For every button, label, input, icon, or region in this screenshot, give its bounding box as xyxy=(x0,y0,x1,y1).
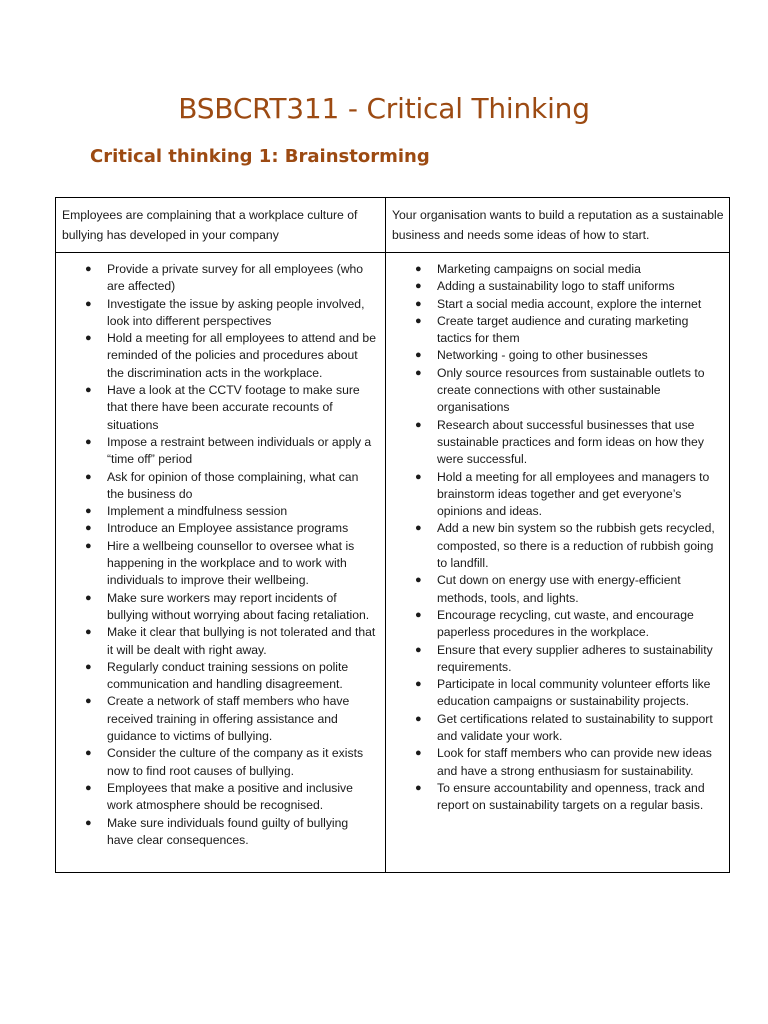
list-item xyxy=(415,676,725,711)
bullet-icon: ● xyxy=(415,263,422,275)
list-item xyxy=(85,538,377,590)
list-item xyxy=(85,780,377,815)
list-item xyxy=(85,261,377,296)
list-item xyxy=(85,659,377,694)
list-item xyxy=(415,607,725,642)
bullet-icon: ● xyxy=(85,470,92,483)
left-column-header: Employees are complaining that a workplace culture of bullying has developed in your company xyxy=(62,208,358,242)
list-item-text: Investigate the issue by asking people involved, look into different perspectives xyxy=(107,296,365,328)
list-item-text: Consider the culture of the company as it exists now to find root causes of bullying. xyxy=(107,746,364,778)
list-item xyxy=(415,261,725,278)
list-item xyxy=(85,590,377,625)
list-item xyxy=(85,469,377,504)
list-item-text: Encourage recycling, cut waste, and encourage paperless procedures in the workplace. xyxy=(437,607,694,640)
bullet-icon: ● xyxy=(415,678,422,691)
list-item-text: Make it clear that bullying is not tolerated and that it will be dealt with right away. xyxy=(107,625,376,657)
list-item xyxy=(415,417,725,469)
list-item-text: Add a new bin system so the rubbish gets recycled, composted, so there is a reduction of rubbish going to landfill. xyxy=(437,521,715,571)
list-item-text: Have a look at the CCTV footage to make sure that there have been accurate recounts of situations xyxy=(107,383,360,432)
list-item-text: Only source resources from sustainable outlets to create connections with other sustainable organisations xyxy=(437,365,705,415)
list-item-text: Employees that make a positive and inclusive work atmosphere should be recognised. xyxy=(107,780,353,813)
list-item-text: Hold a meeting for all employees and managers to brainstorm ideas together and get everyone’s opinions and ideas. xyxy=(437,469,710,519)
bullet-icon: ● xyxy=(415,781,422,794)
list-item-text: To ensure accountability and openness, track and report on sustainability targets on a regular basis. xyxy=(437,780,705,813)
bullying-ideas-list xyxy=(85,261,377,849)
bullet-icon: ● xyxy=(415,574,422,587)
bullet-icon: ● xyxy=(85,695,92,708)
list-item-text: Ask for opinion of those complaining, what can the business do xyxy=(107,469,359,501)
list-item-text: Create a network of staff members who have received training in offering assistance and guidance to victims of bullying. xyxy=(107,694,350,744)
list-item xyxy=(415,572,725,607)
bullet-icon: ● xyxy=(85,539,92,552)
bullet-icon: ● xyxy=(415,712,422,725)
list-item-text: Participate in local community volunteer efforts like education campaigns or sustainability projects. xyxy=(437,677,711,709)
list-item-text: Adding a sustainability logo to staff uniforms xyxy=(437,279,675,294)
bullet-icon: ● xyxy=(85,263,92,275)
bullet-icon: ● xyxy=(85,332,92,345)
column-divider xyxy=(385,198,386,872)
list-item-text: Provide a private survey for all employees (who are affected) xyxy=(107,262,364,294)
list-item-text: Get certifications related to sustainability to support and validate your work. xyxy=(437,711,713,744)
bullet-icon: ● xyxy=(415,366,422,379)
right-column-header: Your organisation wants to build a reputation as a sustainable business and needs some ideas of how to start. xyxy=(392,208,724,242)
list-item-text: Make sure individuals found guilty of bullying have clear consequences. xyxy=(107,815,349,847)
bullet-icon: ● xyxy=(85,747,92,760)
list-item-text: Introduce an Employee assistance programs xyxy=(107,521,349,536)
bullet-icon: ● xyxy=(85,626,92,639)
bullet-icon: ● xyxy=(415,643,422,656)
list-item-text: Start a social media account, explore the internet xyxy=(437,296,702,311)
list-item-text: Implement a mindfulness session xyxy=(107,504,288,519)
list-item-text: Make sure workers may report incidents of bullying without worrying about facing retaliation. xyxy=(107,590,370,622)
list-item xyxy=(85,434,377,469)
list-item xyxy=(85,296,377,331)
list-item-text: Look for staff members who can provide new ideas and have a strong enthusiasm for sustainability. xyxy=(437,746,712,778)
list-item-text: Hold a meeting for all employees to attend and be reminded of the policies and procedures about the discrimination acts in the workplace. xyxy=(107,331,376,380)
list-item-text: Regularly conduct training sessions on polite communication and handling disagreement. xyxy=(107,659,349,692)
bullet-icon: ● xyxy=(85,505,92,518)
list-item xyxy=(415,278,725,295)
bullet-icon: ● xyxy=(85,435,92,448)
bullet-icon: ● xyxy=(415,349,422,362)
list-item xyxy=(415,642,725,677)
list-item xyxy=(85,624,377,659)
page-title: BSBCRT311 - Critical Thinking xyxy=(178,92,590,125)
bullet-icon: ● xyxy=(85,781,92,794)
list-item xyxy=(415,520,725,572)
bullet-icon: ● xyxy=(85,591,92,604)
bullet-icon: ● xyxy=(415,522,422,535)
list-item xyxy=(415,745,725,780)
bullet-icon: ● xyxy=(85,384,92,397)
list-item-text: Research about successful businesses that use sustainable practices and form ideas on how they were successful. xyxy=(437,417,704,467)
bullet-icon: ● xyxy=(85,816,92,829)
list-item xyxy=(85,815,377,850)
bullet-icon: ● xyxy=(415,297,422,310)
list-item xyxy=(85,382,377,434)
list-item xyxy=(415,780,725,815)
bullet-icon: ● xyxy=(415,608,422,621)
bullet-icon: ● xyxy=(415,747,422,760)
list-item-text: Marketing campaigns on social media xyxy=(437,262,641,276)
list-item xyxy=(415,711,725,746)
list-item-text: Hire a wellbeing counsellor to oversee what is happening in the workplace and to work with individuals to improve their wellbeing. xyxy=(107,538,355,588)
list-item xyxy=(85,520,377,537)
list-item-text: Ensure that every supplier adheres to sustainability requirements. xyxy=(437,642,713,674)
list-item xyxy=(85,693,377,745)
bullet-icon: ● xyxy=(415,470,422,483)
list-item xyxy=(415,347,725,364)
list-item xyxy=(415,296,725,313)
sustainability-ideas-list xyxy=(415,261,725,815)
list-item-text: Impose a restraint between individuals or apply a “time off” period xyxy=(107,434,372,467)
section-heading: Critical thinking 1: Brainstorming xyxy=(90,146,430,167)
header-divider xyxy=(56,252,729,253)
list-item xyxy=(85,745,377,780)
bullet-icon: ● xyxy=(85,522,92,535)
list-item-text: Create target audience and curating marketing tactics for them xyxy=(437,313,689,346)
list-item-text: Cut down on energy use with energy-efficient methods, tools, and lights. xyxy=(437,573,681,605)
list-item xyxy=(415,365,725,417)
list-item xyxy=(415,313,725,348)
list-item xyxy=(85,330,377,382)
list-item xyxy=(415,469,725,521)
bullet-icon: ● xyxy=(415,280,422,293)
bullet-icon: ● xyxy=(415,418,422,431)
bullet-icon: ● xyxy=(415,314,422,327)
bullet-icon: ● xyxy=(85,297,92,310)
bullet-icon: ● xyxy=(85,660,92,673)
list-item xyxy=(85,503,377,520)
brainstorm-table xyxy=(55,197,730,873)
list-item-text: Networking - going to other businesses xyxy=(437,348,648,363)
